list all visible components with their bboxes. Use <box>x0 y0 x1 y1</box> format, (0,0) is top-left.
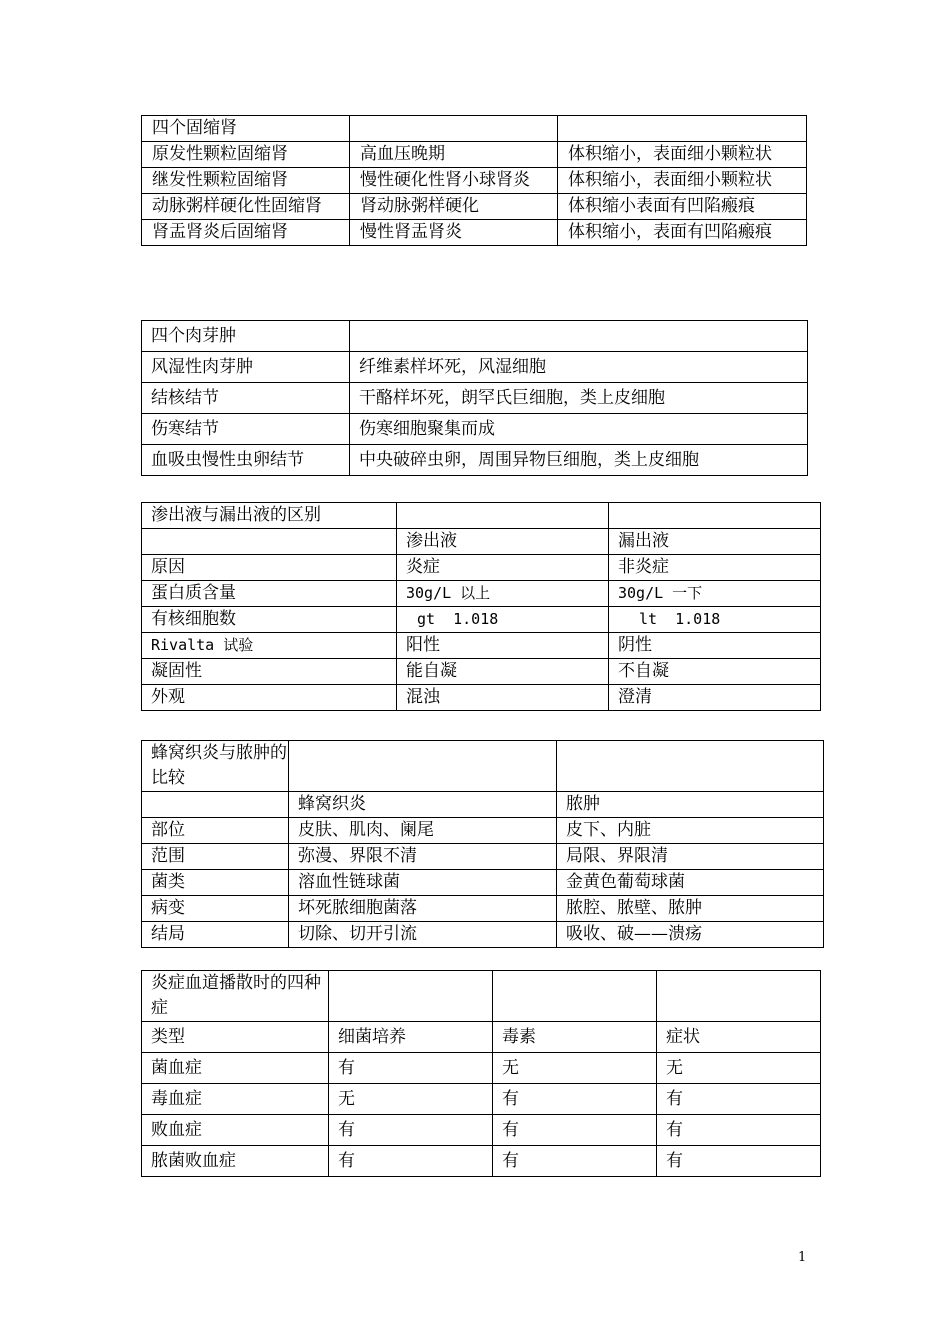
table-row <box>142 503 821 529</box>
table-cell: 有 <box>493 1146 657 1177</box>
table-cell: 金黄色葡萄球菌 <box>557 870 824 896</box>
table-cell <box>350 116 558 142</box>
table-row <box>142 220 807 246</box>
table-cell: 血吸虫慢性虫卵结节 <box>142 445 350 476</box>
table-row <box>142 1115 821 1146</box>
table-cell: 坏死脓细胞菌落 <box>289 896 557 922</box>
table-cell: 有 <box>493 1084 657 1115</box>
table-cell <box>657 971 821 1022</box>
table-row <box>142 581 821 607</box>
table-row <box>142 870 824 896</box>
table-row <box>142 445 808 476</box>
table-cell: 败血症 <box>142 1115 329 1146</box>
table-title: 炎症血道播散时的四种症 <box>142 971 329 1022</box>
table-cell: 体积缩小，表面有凹陷瘢痕 <box>558 220 807 246</box>
table-cell: 继发性颗粒固缩肾 <box>142 168 350 194</box>
exudate-transudate-table <box>141 502 821 711</box>
table-row <box>142 1146 821 1177</box>
table-cell: 阳性 <box>397 633 609 659</box>
table-cell: 肾动脉粥样硬化 <box>350 194 558 220</box>
table-cell <box>493 971 657 1022</box>
table-cell: 菌类 <box>142 870 289 896</box>
table-cell: 非炎症 <box>609 555 821 581</box>
table-header-cell: 脓肿 <box>557 792 824 818</box>
table-cell: 有 <box>329 1115 493 1146</box>
table-cell: 体积缩小表面有凹陷瘢痕 <box>558 194 807 220</box>
table-cell <box>397 503 609 529</box>
table-cell: 有 <box>329 1053 493 1084</box>
table-cell: 伤寒细胞聚集而成 <box>350 414 808 445</box>
table-row <box>142 607 821 633</box>
table-cell: 无 <box>493 1053 657 1084</box>
table-row <box>142 844 824 870</box>
table-cell: lt 1.018 <box>609 607 821 633</box>
table-cell: 30g/L 以上 <box>397 581 609 607</box>
table-row <box>142 971 821 1022</box>
table-cell: 结核结节 <box>142 383 350 414</box>
table-row <box>142 555 821 581</box>
table-row <box>142 142 807 168</box>
table-header-cell: 细菌培养 <box>329 1022 493 1053</box>
table-cell: 阴性 <box>609 633 821 659</box>
table-cell: 凝固性 <box>142 659 397 685</box>
table-cell: 切除、切开引流 <box>289 922 557 948</box>
table-cell: gt 1.018 <box>397 607 609 633</box>
table-cell: 结局 <box>142 922 289 948</box>
table-cell: 炎症 <box>397 555 609 581</box>
table-header-row <box>142 1022 821 1053</box>
table-title: 蜂窝织炎与脓肿的比较 <box>142 741 289 792</box>
table-cell: 澄清 <box>609 685 821 711</box>
table-cell: 脓腔、脓壁、脓肿 <box>557 896 824 922</box>
table-cell: 原因 <box>142 555 397 581</box>
table-row <box>142 741 824 792</box>
table-row <box>142 383 808 414</box>
table-cell: 局限、界限清 <box>557 844 824 870</box>
table-cell: 原发性颗粒固缩肾 <box>142 142 350 168</box>
table-row <box>142 685 821 711</box>
table-header-cell: 类型 <box>142 1022 329 1053</box>
table-row <box>142 414 808 445</box>
table-cell: 弥漫、界限不清 <box>289 844 557 870</box>
table-header-cell: 症状 <box>657 1022 821 1053</box>
table-row <box>142 896 824 922</box>
table-cell: 干酪样坏死，朗罕氏巨细胞，类上皮细胞 <box>350 383 808 414</box>
table-header-cell: 毒素 <box>493 1022 657 1053</box>
granuloma-table <box>141 320 808 476</box>
table-cell: 有 <box>493 1115 657 1146</box>
table-cell: 动脉粥样硬化性固缩肾 <box>142 194 350 220</box>
table-cell <box>558 116 807 142</box>
table-cell: 高血压晚期 <box>350 142 558 168</box>
shrunken-kidney-table <box>141 115 807 246</box>
table-cell: 毒血症 <box>142 1084 329 1115</box>
table-title: 四个固缩肾 <box>142 116 350 142</box>
table-row <box>142 1053 821 1084</box>
table-cell: 有 <box>329 1146 493 1177</box>
table-cell: 脓菌败血症 <box>142 1146 329 1177</box>
table-cell: 无 <box>329 1084 493 1115</box>
table-header-row <box>142 792 824 818</box>
table-cell: 皮下、内脏 <box>557 818 824 844</box>
table-cell: 病变 <box>142 896 289 922</box>
table-row <box>142 633 821 659</box>
table-header-cell <box>142 529 397 555</box>
table-cell <box>289 741 557 792</box>
table-cell: 范围 <box>142 844 289 870</box>
table-cell <box>350 321 808 352</box>
table-row <box>142 168 807 194</box>
table-cell: 纤维素样坏死，风湿细胞 <box>350 352 808 383</box>
table-cell: 混浊 <box>397 685 609 711</box>
bloodstream-spread-table <box>141 970 821 1177</box>
table-cell: 肾盂肾炎后固缩肾 <box>142 220 350 246</box>
table-cell <box>557 741 824 792</box>
table-cell: 体积缩小，表面细小颗粒状 <box>558 142 807 168</box>
table-cell: 有 <box>657 1084 821 1115</box>
table-row <box>142 352 808 383</box>
table-cell: Rivalta 试验 <box>142 633 397 659</box>
table-cell: 伤寒结节 <box>142 414 350 445</box>
table-cell: 30g/L 一下 <box>609 581 821 607</box>
table-cell: 外观 <box>142 685 397 711</box>
table-cell: 菌血症 <box>142 1053 329 1084</box>
table-row <box>142 194 807 220</box>
table-cell <box>609 503 821 529</box>
table-cell: 中央破碎虫卵，周围异物巨细胞，类上皮细胞 <box>350 445 808 476</box>
table-row <box>142 321 808 352</box>
table-header-cell <box>142 792 289 818</box>
table-title: 渗出液与漏出液的区别 <box>142 503 397 529</box>
table-cell: 慢性肾盂肾炎 <box>350 220 558 246</box>
table-title: 四个肉芽肿 <box>142 321 350 352</box>
table-header-cell: 漏出液 <box>609 529 821 555</box>
table-cell <box>329 971 493 1022</box>
table-cell: 皮肤、肌肉、阑尾 <box>289 818 557 844</box>
table-cell: 体积缩小，表面细小颗粒状 <box>558 168 807 194</box>
table-row <box>142 818 824 844</box>
table-cell: 慢性硬化性肾小球肾炎 <box>350 168 558 194</box>
table-row <box>142 116 807 142</box>
table-header-cell: 蜂窝织炎 <box>289 792 557 818</box>
table-cell: 部位 <box>142 818 289 844</box>
page-number: 1 <box>798 1250 807 1265</box>
table-cell: 不自凝 <box>609 659 821 685</box>
table-header-row <box>142 529 821 555</box>
cellulitis-abscess-table <box>141 740 824 948</box>
table-cell: 吸收、破——溃疡 <box>557 922 824 948</box>
table-row <box>142 1084 821 1115</box>
table-cell: 有 <box>657 1146 821 1177</box>
table-header-cell: 渗出液 <box>397 529 609 555</box>
table-cell: 有核细胞数 <box>142 607 397 633</box>
table-cell: 能自凝 <box>397 659 609 685</box>
table-row <box>142 659 821 685</box>
table-cell: 蛋白质含量 <box>142 581 397 607</box>
table-cell: 无 <box>657 1053 821 1084</box>
table-cell: 溶血性链球菌 <box>289 870 557 896</box>
table-row <box>142 922 824 948</box>
table-cell: 风湿性肉芽肿 <box>142 352 350 383</box>
table-cell: 有 <box>657 1115 821 1146</box>
